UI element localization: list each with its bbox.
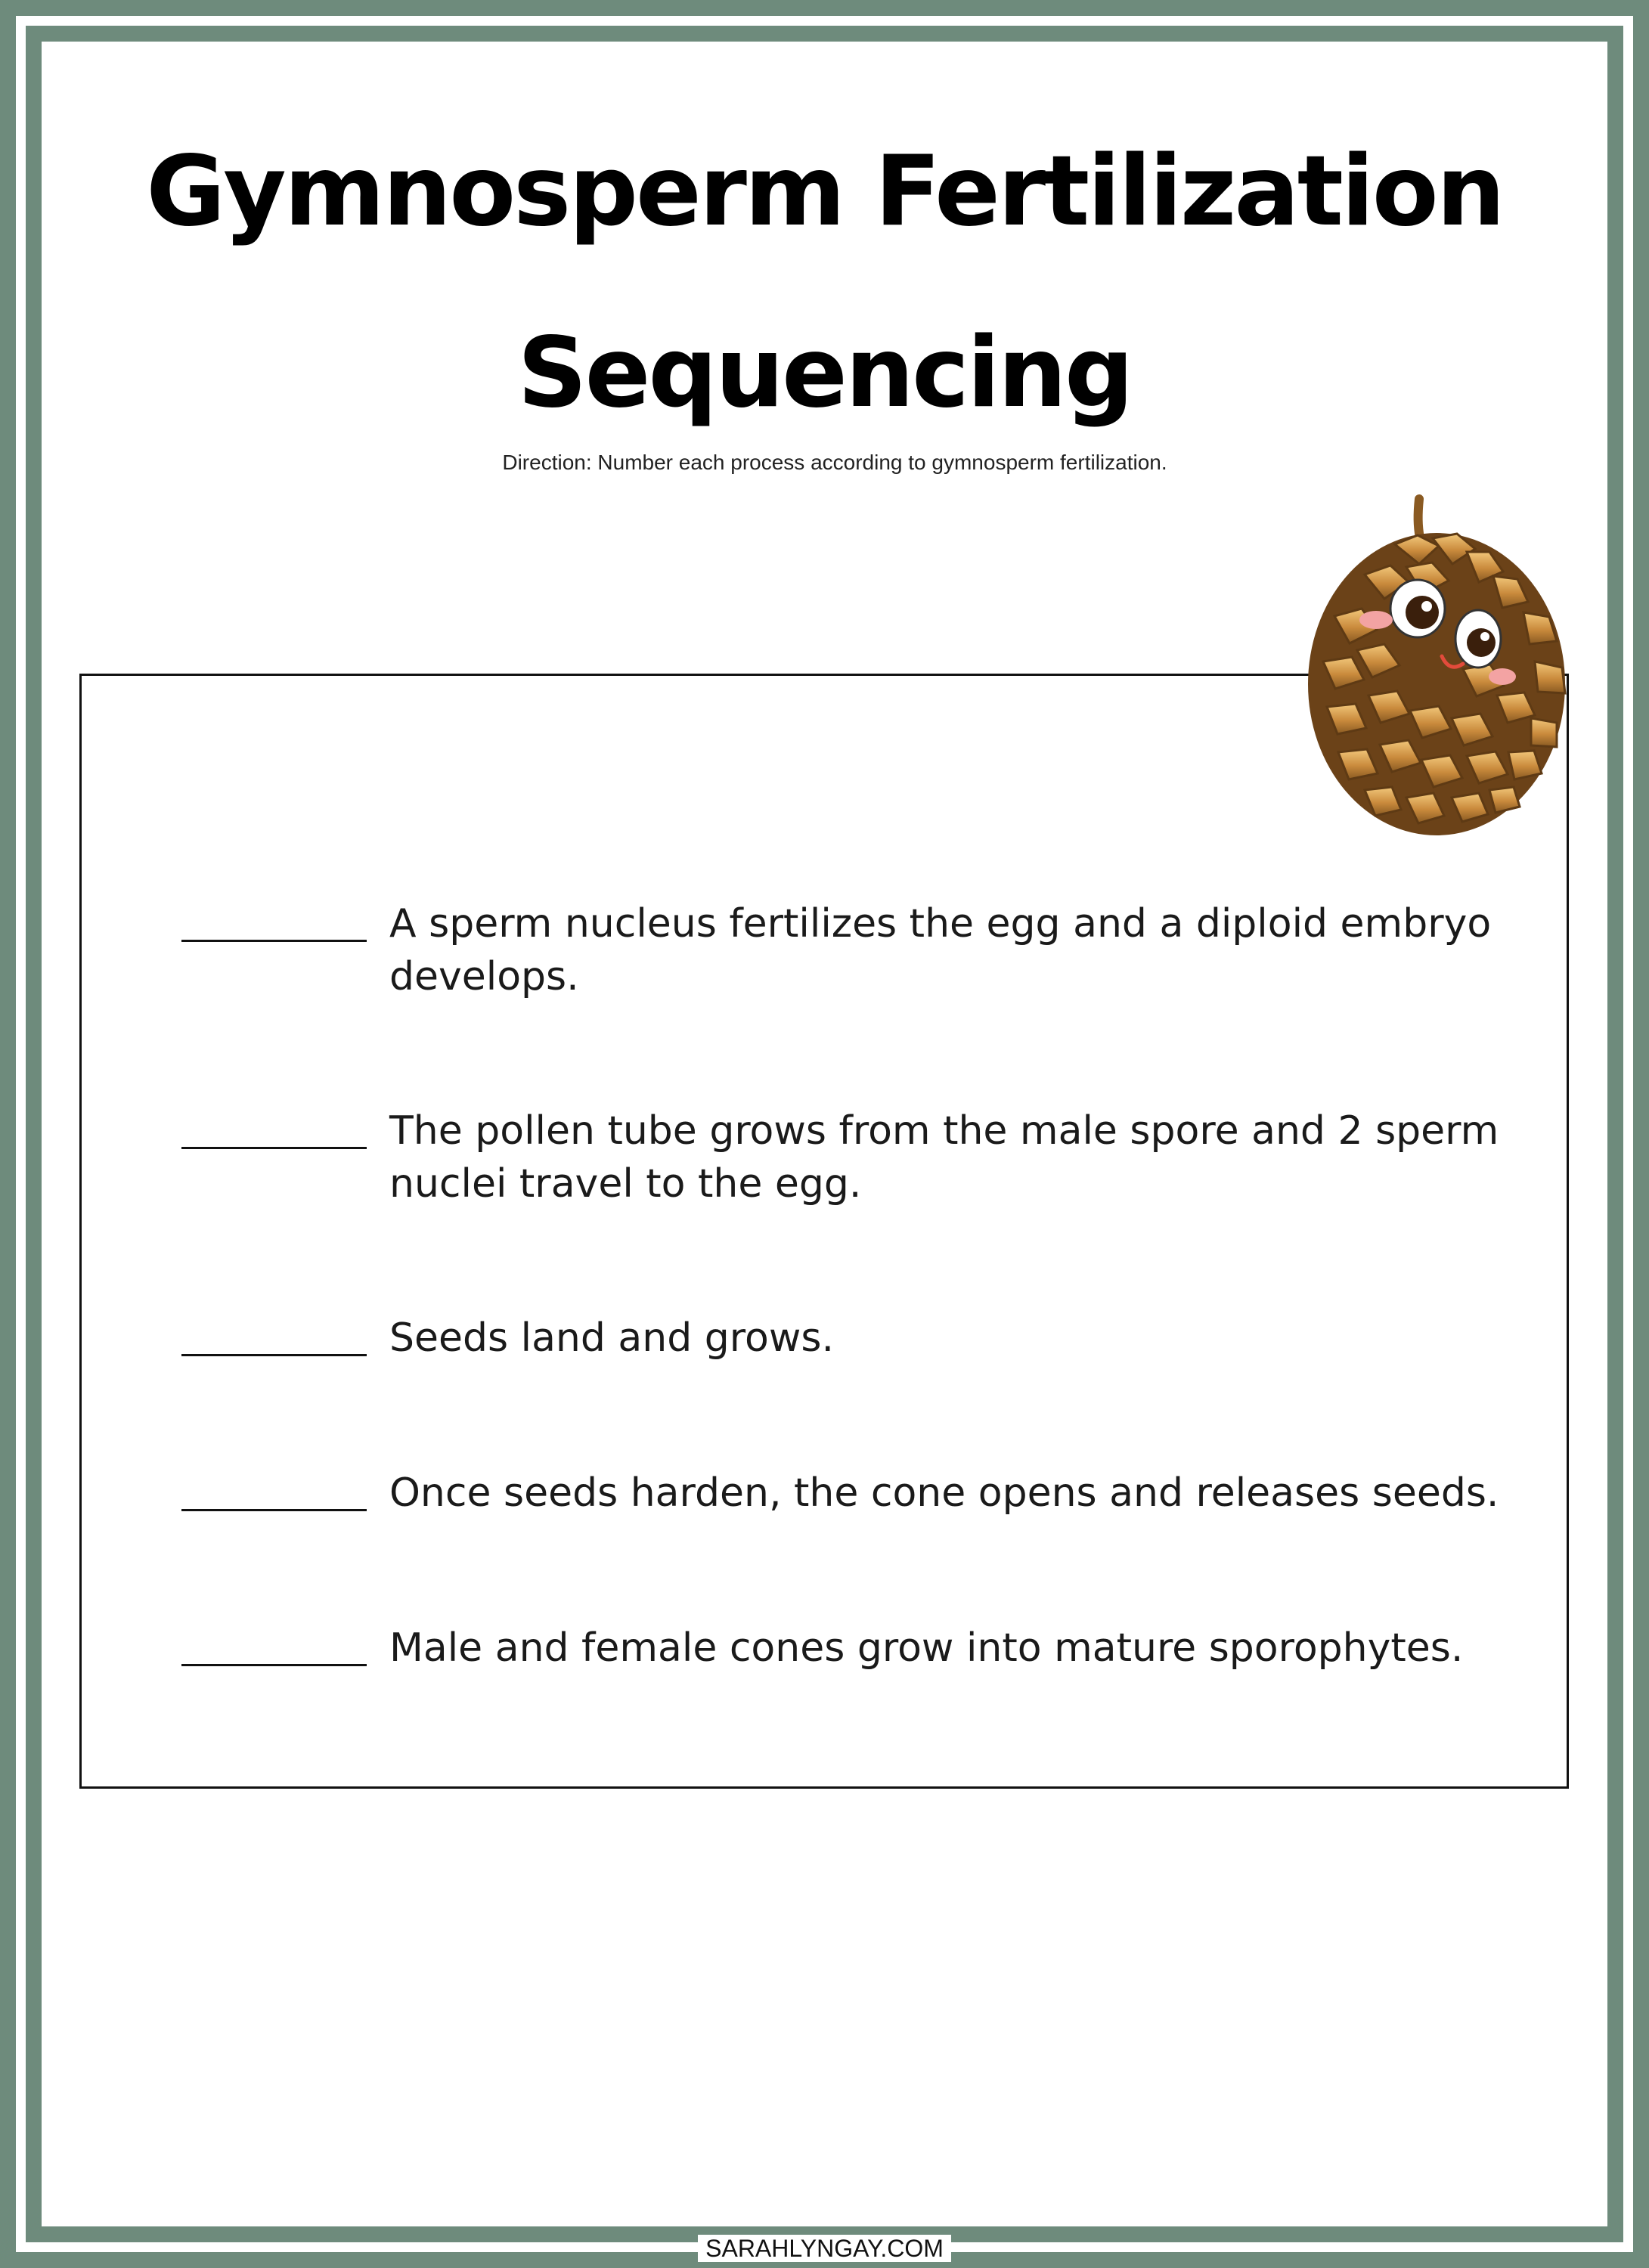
answer-blank-1[interactable]: [181, 900, 367, 942]
sequence-item-text: Seeds land and grows.: [389, 1315, 834, 1361]
sequence-item-text: A sperm nucleus fertilizes the egg and a diploid embryo develops.: [389, 901, 1492, 999]
answer-blank-5[interactable]: [181, 1624, 367, 1666]
sequence-item-4: [181, 1469, 1580, 1520]
sequence-item-text: Male and female cones grow into mature sporophytes.: [389, 1625, 1464, 1671]
sequence-item-1: [181, 900, 1580, 1003]
answer-blank-2[interactable]: [181, 1107, 367, 1149]
footer-website: [0, 2236, 1649, 2260]
sequence-item-3: [181, 1314, 1580, 1365]
answer-blank-3[interactable]: [181, 1314, 367, 1356]
title-line-2: Sequencing: [517, 317, 1132, 429]
sequence-item-text: Once seeds harden, the cone opens and releases seeds.: [389, 1470, 1499, 1516]
footer-text: SARAHLYNGAY.COM: [698, 2235, 951, 2262]
pinecone-character-icon: [1304, 491, 1592, 839]
sequence-item-2: [181, 1107, 1580, 1210]
sequence-item-text: The pollen tube grows from the male spore and 2 sperm nuclei travel to the egg.: [389, 1108, 1499, 1207]
direction-text: Direction: Number each process according to gymnosperm fertilization.: [502, 451, 1167, 474]
answer-blank-4[interactable]: [181, 1469, 367, 1511]
sequence-item-5: [181, 1624, 1580, 1675]
title-line-1: Gymnosperm Fertilization: [146, 135, 1503, 248]
